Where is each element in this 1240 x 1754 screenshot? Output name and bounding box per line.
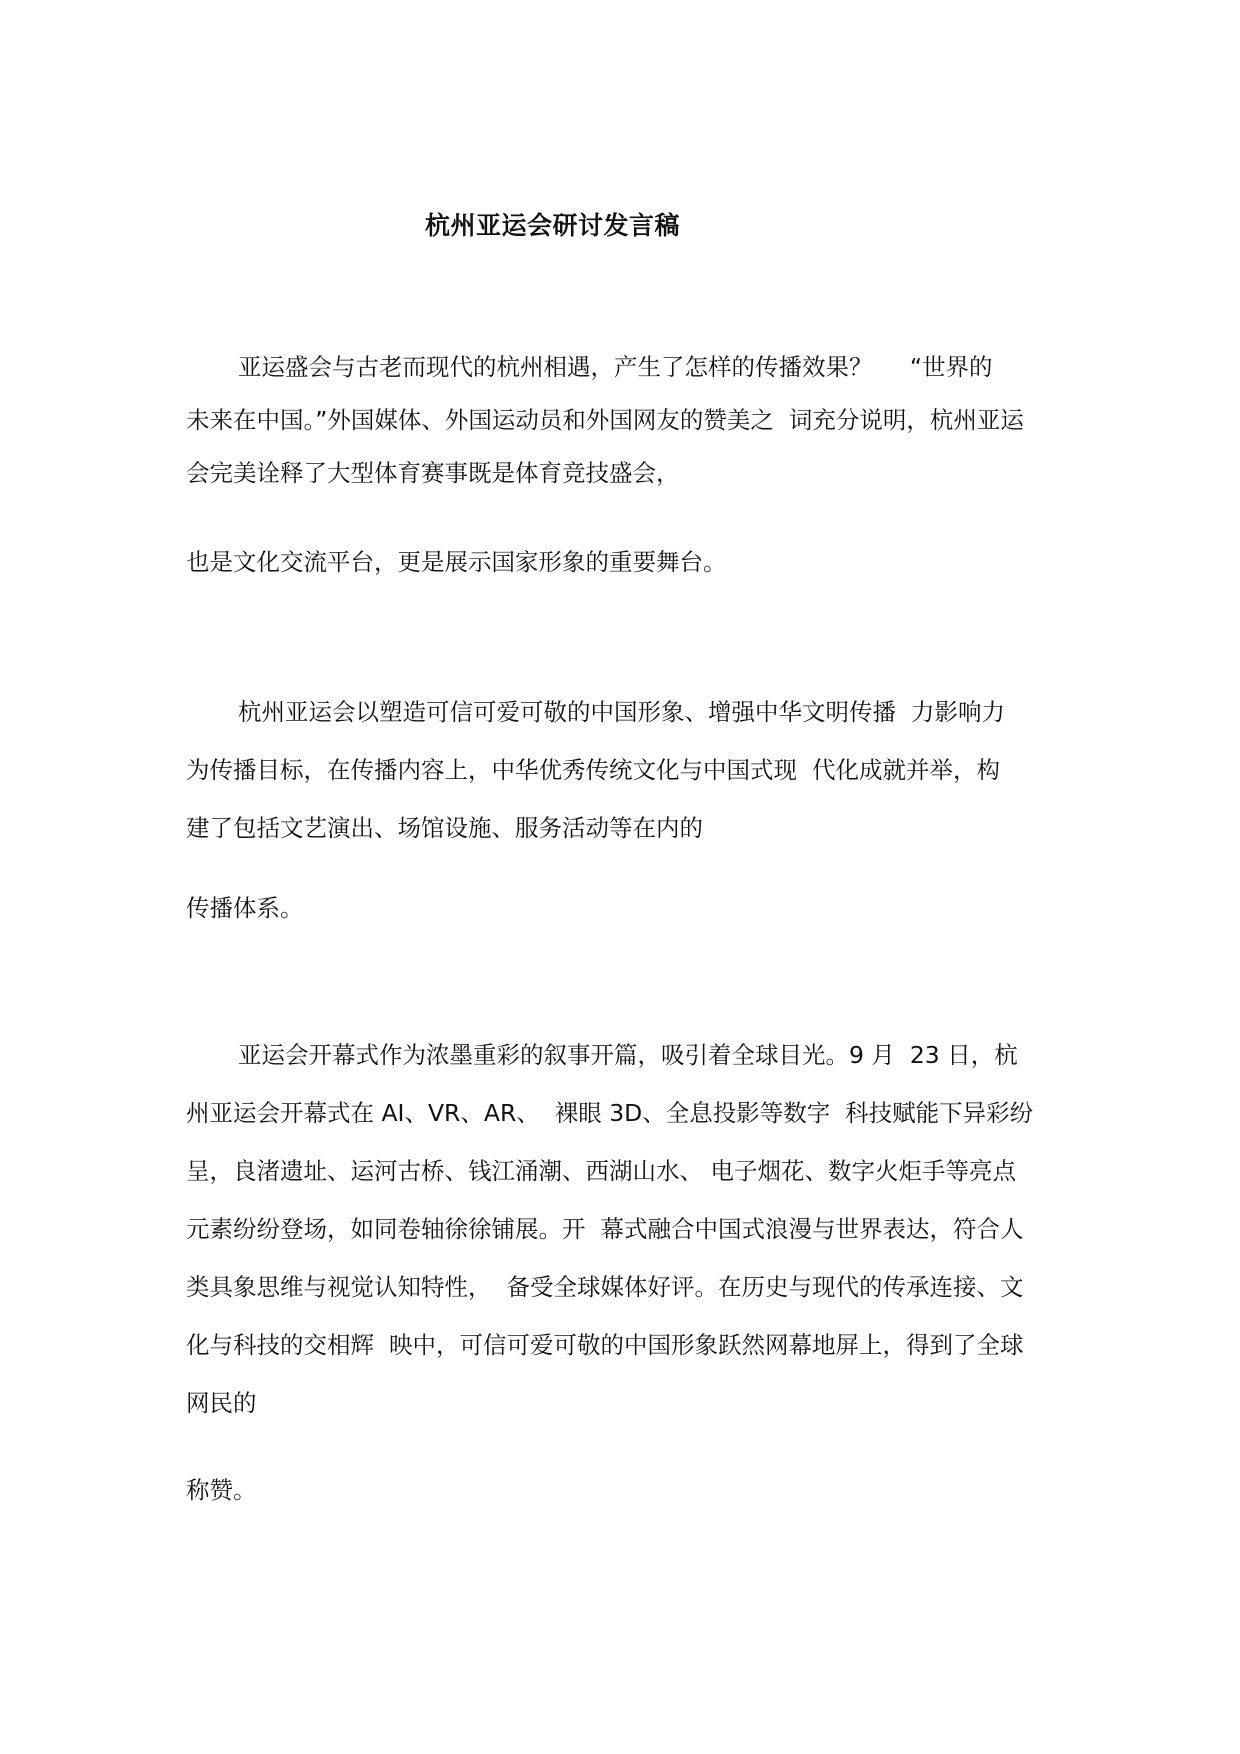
paragraph-1-line-1: 亚运盛会与古老而现代的杭州相遇，产生了怎样的传播效果？ “世界的: [238, 353, 993, 381]
paragraph-5-line-5: 类具象思维与视觉认知特性， 备受全球媒体好评。在历史与现代的传承连接、文: [186, 1273, 1024, 1301]
paragraph-3-line-3: 建了包括文艺演出、场馆设施、服务活动等在内的: [186, 814, 703, 842]
paragraph-3-line-2: 为传播目标，在传播内容上，中华优秀传统文化与中国式现 代化成就并举，构: [186, 756, 1000, 784]
paragraph-5-line-6: 化与科技的交相辉 映中，可信可爱可敬的中国形象跃然网幕地屏上，得到了全球: [186, 1331, 1024, 1359]
paragraph-1-line-3: 会完美诠释了大型体育赛事既是体育竞技盛会，: [186, 459, 680, 487]
paragraph-5-line-3: 呈，良渚遗址、运河古桥、钱江涌潮、西湖山水、 电子烟花、数字火炬手等亮点: [186, 1157, 1016, 1185]
paragraph-5-line-7: 网民的: [186, 1389, 257, 1417]
paragraph-2-line-1: 也是文化交流平台，更是展示国家形象的重要舞台。: [186, 548, 727, 576]
document-title: 杭州亚运会研讨发言稿: [424, 211, 680, 240]
paragraph-4-line-1: 传播体系。: [186, 894, 304, 922]
paragraph-6-line-1: 称赞。: [186, 1476, 257, 1504]
paragraph-5-line-4: 元素纷纷登场，如同卷轴徐徐铺展。开 幕式融合中国式浪漫与世界表达，符合人: [186, 1215, 1024, 1243]
paragraph-5-line-2: 州亚运会开幕式在 AI、VR、AR、 裸眼 3D、全息投影等数字 科技赋能下异彩纷: [186, 1099, 1034, 1127]
paragraph-3-line-1: 杭州亚运会以塑造可信可爱可敬的中国形象、增强中华文明传播 力影响力: [238, 698, 1005, 726]
paragraph-5-line-1: 亚运会开幕式作为浓墨重彩的叙事开篇，吸引着全球目光。9 月 23 日，杭: [238, 1041, 1018, 1069]
paragraph-1-line-2: 未来在中国。”外国媒体、外国运动员和外国网友的赞美之 词充分说明，杭州亚运: [186, 406, 1024, 434]
